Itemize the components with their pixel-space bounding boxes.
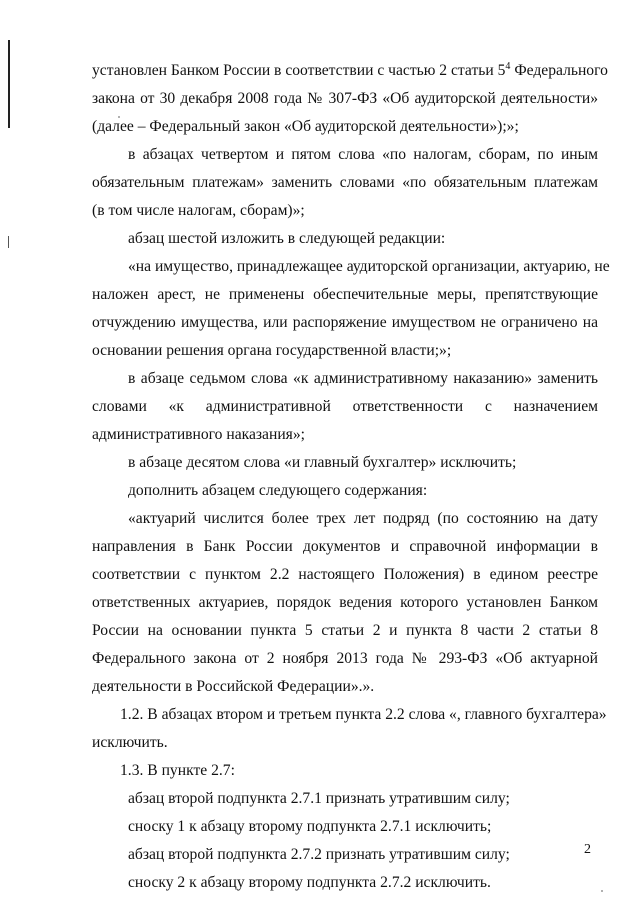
- text-line: 1.2. В абзацах втором и третьем пункта 2.2 слова «, главного бухгалтера»: [120, 706, 607, 723]
- margin-tick-mark: [8, 236, 9, 248]
- text-line: дополнить абзацем следующего содержания:: [128, 482, 428, 499]
- text-line: закона от 30 декабря 2008 года № 307-ФЗ «Об аудиторской деятельности»: [92, 90, 598, 107]
- text-line: отчуждению имущества, или распоряжение имуществом не ограничено на: [92, 314, 598, 331]
- text-line: обязательным платежам» заменить словами «по обязательным платежам: [92, 174, 598, 191]
- scan-speck: [601, 890, 603, 892]
- text-line: (далее – Федеральный закон «Об аудиторской деятельности»);»;: [92, 118, 519, 135]
- text-line: 1.3. В пункте 2.7:: [120, 762, 235, 779]
- text-line: исключить.: [92, 734, 168, 751]
- text-line: в абзаце десятом слова «и главный бухгалтер» исключить;: [128, 454, 517, 471]
- text-line: России на основании пункта 5 статьи 2 и пункта 8 части 2 статьи 8: [92, 622, 598, 639]
- text-line: соответствии с пунктом 2.2 настоящего Положения) в едином реестре: [92, 566, 598, 583]
- text-line: основании решения органа государственной власти;»;: [92, 342, 452, 359]
- text-line: в абзацах четвертом и пятом слова «по налогам, сборам, по иным: [128, 146, 598, 163]
- text-line: словами «к административной ответственности с назначением: [92, 398, 598, 415]
- text-line: в абзаце седьмом слова «к административному наказанию» заменить: [128, 370, 598, 387]
- text-line: наложен арест, не применены обеспечительные меры, препятствующие: [92, 286, 598, 303]
- text-line: абзац второй подпункта 2.7.1 признать утратившим силу;: [128, 790, 510, 807]
- text-line: «актуарий числится более трех лет подряд (по состоянию на дату: [128, 510, 598, 527]
- text-line: деятельности в Российской Федерации».».: [92, 678, 375, 695]
- text-line: (в том числе налогам, сборам)»;: [92, 202, 305, 219]
- text-line: сноску 2 к абзацу второму подпункта 2.7.2 исключить.: [128, 874, 491, 891]
- text-line: «на имущество, принадлежащее аудиторской организации, актуарию, не: [128, 258, 610, 275]
- text-line: ответственных актуариев, порядок ведения которого установлен Банком: [92, 594, 598, 611]
- text-line: Федерального закона от 2 ноября 2013 года № 293-ФЗ «Об актуарной: [92, 650, 598, 667]
- text-line: абзац второй подпункта 2.7.2 признать утратившим силу;: [128, 846, 510, 863]
- text-line: сноску 1 к абзацу второму подпункта 2.7.1 исключить;: [128, 818, 492, 835]
- text-line: абзац шестой изложить в следующей редакции:: [128, 230, 446, 247]
- text-line: установлен Банком России в соответствии с частью 2 статьи $5^4$ Федерального: [92, 61, 608, 79]
- text-line: административного наказания»;: [92, 426, 305, 443]
- text-line: направления в Банк России документов и справочной информации в: [92, 538, 598, 555]
- margin-binding-mark: [8, 40, 10, 128]
- page-number: 2: [584, 842, 591, 857]
